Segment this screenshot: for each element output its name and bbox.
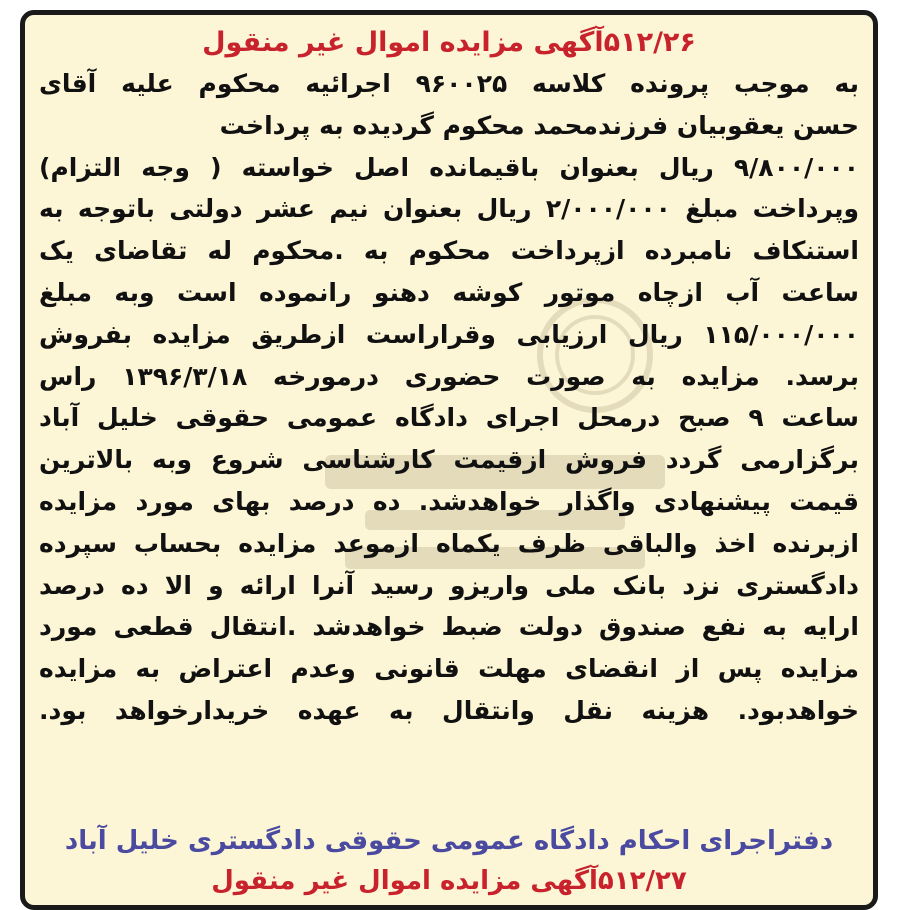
body-line: ساعت آب ازچاه موتور کوشه دهنو رانموده است وبه مبلغ [39,277,859,307]
body-line: ارایه به نفع صندوق دولت ضبط خواهدشد .انتقال قطعی مورد [39,612,859,642]
body-line: حسن یعقوبیان فرزندمحمد محکوم گردیده به پرداخت [219,110,859,140]
next-notice-title: ۵۱۲/۲۷آگهی مزایده اموال غیر منقول [211,866,687,896]
body-line: ساعت ۹ صبح درمحل اجرای دادگاه عمومی حقوقی خلیل آباد [39,403,859,433]
body-line: ازبرنده اخذ والباقی ظرف یکماه ازموعد مزایده بحساب سپرده [39,528,859,558]
body-line: ۱۱۵/۰۰۰/۰۰۰ ریال ارزیابی وقراراست ازطریق مزایده بفروش [38,319,859,349]
body-line: خواهدبود. هزینه نقل وانتقال به عهده خریدارخواهد بود. [39,695,859,725]
body-line: ۹/۸۰۰/۰۰۰ ریال بعنوان باقیمانده اصل خواسته ( وجه التزام) [39,152,859,182]
body-line: دادگستری نزد بانک ملی واریزو رسید آنرا ارائه و الا ده درصد [39,570,859,600]
notice-title: ۵۱۲/۲۶آگهی مزایده اموال غیر منقول [202,27,696,58]
body-line: استنکاف نامبرده ازپرداخت محکوم به .محکوم له تقاضای یک [38,236,859,266]
body-line: برسد. مزایده به صورت حضوری درمورخه ۱۳۹۶/۳/۱۸ راس [38,361,859,391]
body-line: وپرداخت مبلغ ۲/۰۰۰/۰۰۰ ریال بعنوان نیم عشر دولتی باتوجه به [39,194,859,224]
notice-frame [20,10,878,910]
notice-body [25,63,873,732]
body-line: مزایده پس از انقضای مهلت قانونی وعدم اعتراض به مزایده [39,654,859,684]
issuer-footer: دفتراجرای احکام دادگاه عمومی حقوقی دادگستری خلیل آباد [64,826,834,856]
body-line: به موجب پرونده کلاسه ۹۶۰۰۲۵ اجرائیه محکوم علیه آقای [39,69,859,98]
body-line: برگزارمی گردد فروش ازقیمت کارشناسی شروع وبه بالاترین [38,445,859,475]
body-line: قیمت پیشنهادی واگذار خواهدشد. ده درصد بهای مورد مزایده [38,486,859,516]
